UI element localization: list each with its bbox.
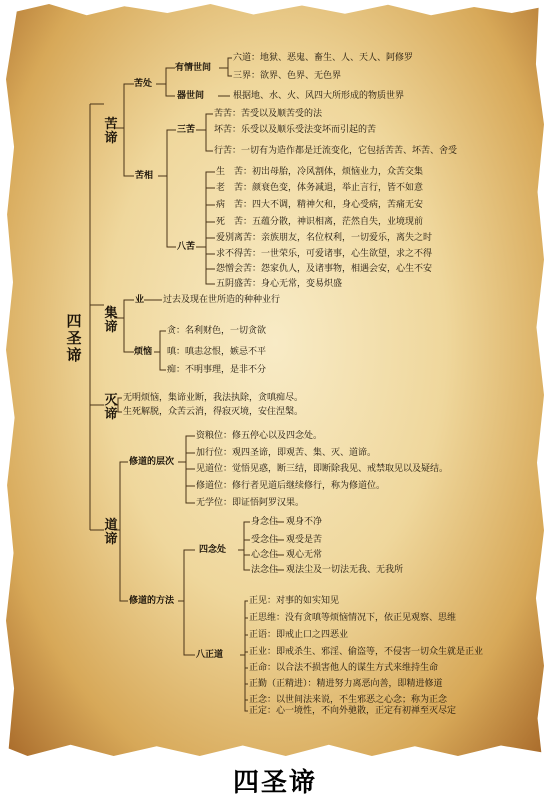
vertical-label-char: 圣 <box>66 329 82 347</box>
sanjie-item: 三界：欲界、色界、无色界 <box>233 71 342 81</box>
sanku-item: 行苦：一切有为造作都是迁流变化，它包括苦苦、坏苦、舍受 <box>214 146 458 156</box>
cengci-item: 无学位：即证悟阿罗汉果。 <box>196 498 305 508</box>
bazheng-item: 正勤（正精进）：精进努力离恶向善，即精进修道 <box>249 679 443 689</box>
sinian-desc: 观心无常 <box>286 550 323 560</box>
cengci-item: 修道位：修行者见道后继续修行，称为修道位。 <box>196 481 386 491</box>
ji-label: 集 谛 <box>104 306 118 335</box>
sinian-name: 法念住 <box>251 565 279 575</box>
baku-item: 怨憎会苦：怨家仇人，及诸事物，相遇会安，心生不安 <box>216 264 433 274</box>
baku-label: 八苦 <box>177 242 196 252</box>
cengci-label: 修道的层次 <box>129 457 175 467</box>
bazheng-item: 正命：以合法不损害他人的谋生方式来维持生命 <box>249 663 439 673</box>
vertical-label-char: 谛 <box>104 532 118 547</box>
dao-label: 道 谛 <box>104 518 118 547</box>
ye-label: 业 <box>135 295 145 305</box>
fangfa-label: 修道的方法 <box>129 596 175 606</box>
qi-label: 器世间 <box>177 91 205 101</box>
baku-item: 老 苦：颜衰色变，体务减退，举止言行，皆不如意 <box>216 183 424 193</box>
bazheng-item: 正念：以世间法来说，不生邪恶之心念；称为正念 <box>249 695 448 705</box>
baku-item: 生 苦：初出母胎，冷风割体，烦恼业力，众苦交集 <box>216 167 424 177</box>
sinian-name: 身念住 <box>251 517 279 527</box>
baku-item: 死 苦：五蕴分散，神识相离，茫然自失，业境现前 <box>216 217 424 227</box>
bazheng-item: 正业：即戒杀生、邪淫、偷盗等，不侵害一切众生就是正业 <box>249 647 484 657</box>
bazheng-label: 八正道 <box>196 650 224 660</box>
root-label: 四 圣 谛 <box>66 312 82 364</box>
page-caption: 四圣谛 <box>232 768 317 798</box>
bazheng-item: 正见：对事的如实知见 <box>249 596 340 606</box>
cengci-item: 加行位：观四圣谛，即观苦、集、灭、道谛。 <box>196 448 377 458</box>
youqing-label: 有情世间 <box>175 63 212 73</box>
ye-desc: 过去及现在世所造的种种业行 <box>163 295 281 305</box>
mie-label: 灭 谛 <box>104 393 118 422</box>
sanku-label: 三苦 <box>177 125 196 135</box>
liudao-item: 六道：地狱、恶鬼、畜生、人、天人、阿修罗 <box>233 53 414 63</box>
fannao-item: 痴：不明事理，是非不分 <box>167 365 267 375</box>
mie-item: 无明烦恼，集谛业断，我法执除，贪嗔痴尽。 <box>123 393 304 403</box>
fannao-item: 嗔：嗔恚忿恨，嫉忌不平 <box>167 347 267 357</box>
kuchu-label: 苦处 <box>134 79 153 89</box>
baku-item: 求不得苦：一世荣乐，可爱诸事，心生欲望，求之不得 <box>216 249 433 259</box>
vertical-label-char: 谛 <box>66 346 82 364</box>
sinian-desc: 观身不净 <box>286 517 323 527</box>
sinian-name: 心念住 <box>251 550 279 560</box>
mie-item: 生死解脱，众苦云消，得寂灭境，安住涅槃。 <box>123 407 304 417</box>
sinian-desc: 观受是苦 <box>286 535 323 545</box>
bazheng-item: 正定：心一境性，不向外驰散，正定有初禅至灭尽定 <box>249 706 457 716</box>
sinian-name: 受念住 <box>251 535 279 545</box>
vertical-label-char: 谛 <box>104 131 118 146</box>
vertical-label-char: 谛 <box>104 320 118 335</box>
bazheng-item: 正语：即戒止口之四恶业 <box>249 630 349 640</box>
baku-item: 病 苦：四大不调，精神欠和，身心受病，苦痛无安 <box>216 200 424 210</box>
sanku-item: 坏苦：乐受以及顺乐受法变坏而引起的苦 <box>214 125 377 135</box>
bazheng-item: 正思维：没有贪嗔等烦恼情况下，依正见观察、思维 <box>249 613 457 623</box>
sinian-desc: 观法尘及一切法无我、无我所 <box>286 565 404 575</box>
fannao-item: 贪：名利财色，一切贪欲 <box>167 326 267 336</box>
cengci-item: 见道位：觉悟见惑，断三结，即断除我见、戒禁取见以及疑结。 <box>196 464 449 474</box>
fannao-label: 烦恼 <box>134 347 153 357</box>
sinian-label: 四念处 <box>199 545 227 555</box>
qi-desc: 根据地、水、火、风四大所形成的物质世界 <box>233 91 405 101</box>
kuxiang-label: 苦相 <box>135 171 154 181</box>
baku-item: 五阴盛苦：身心无常，变易炽盛 <box>216 279 343 289</box>
vertical-label-char: 谛 <box>104 407 118 422</box>
cengci-item: 资粮位：修五停心以及四念处。 <box>196 431 323 441</box>
ku-label: 苦 谛 <box>104 117 118 146</box>
baku-item: 爱别离苦：亲族朋友，名位权利，一切爱乐，离失之时 <box>216 233 433 243</box>
sanku-item: 苦苦：苦受以及顺苦受的法 <box>214 109 323 119</box>
